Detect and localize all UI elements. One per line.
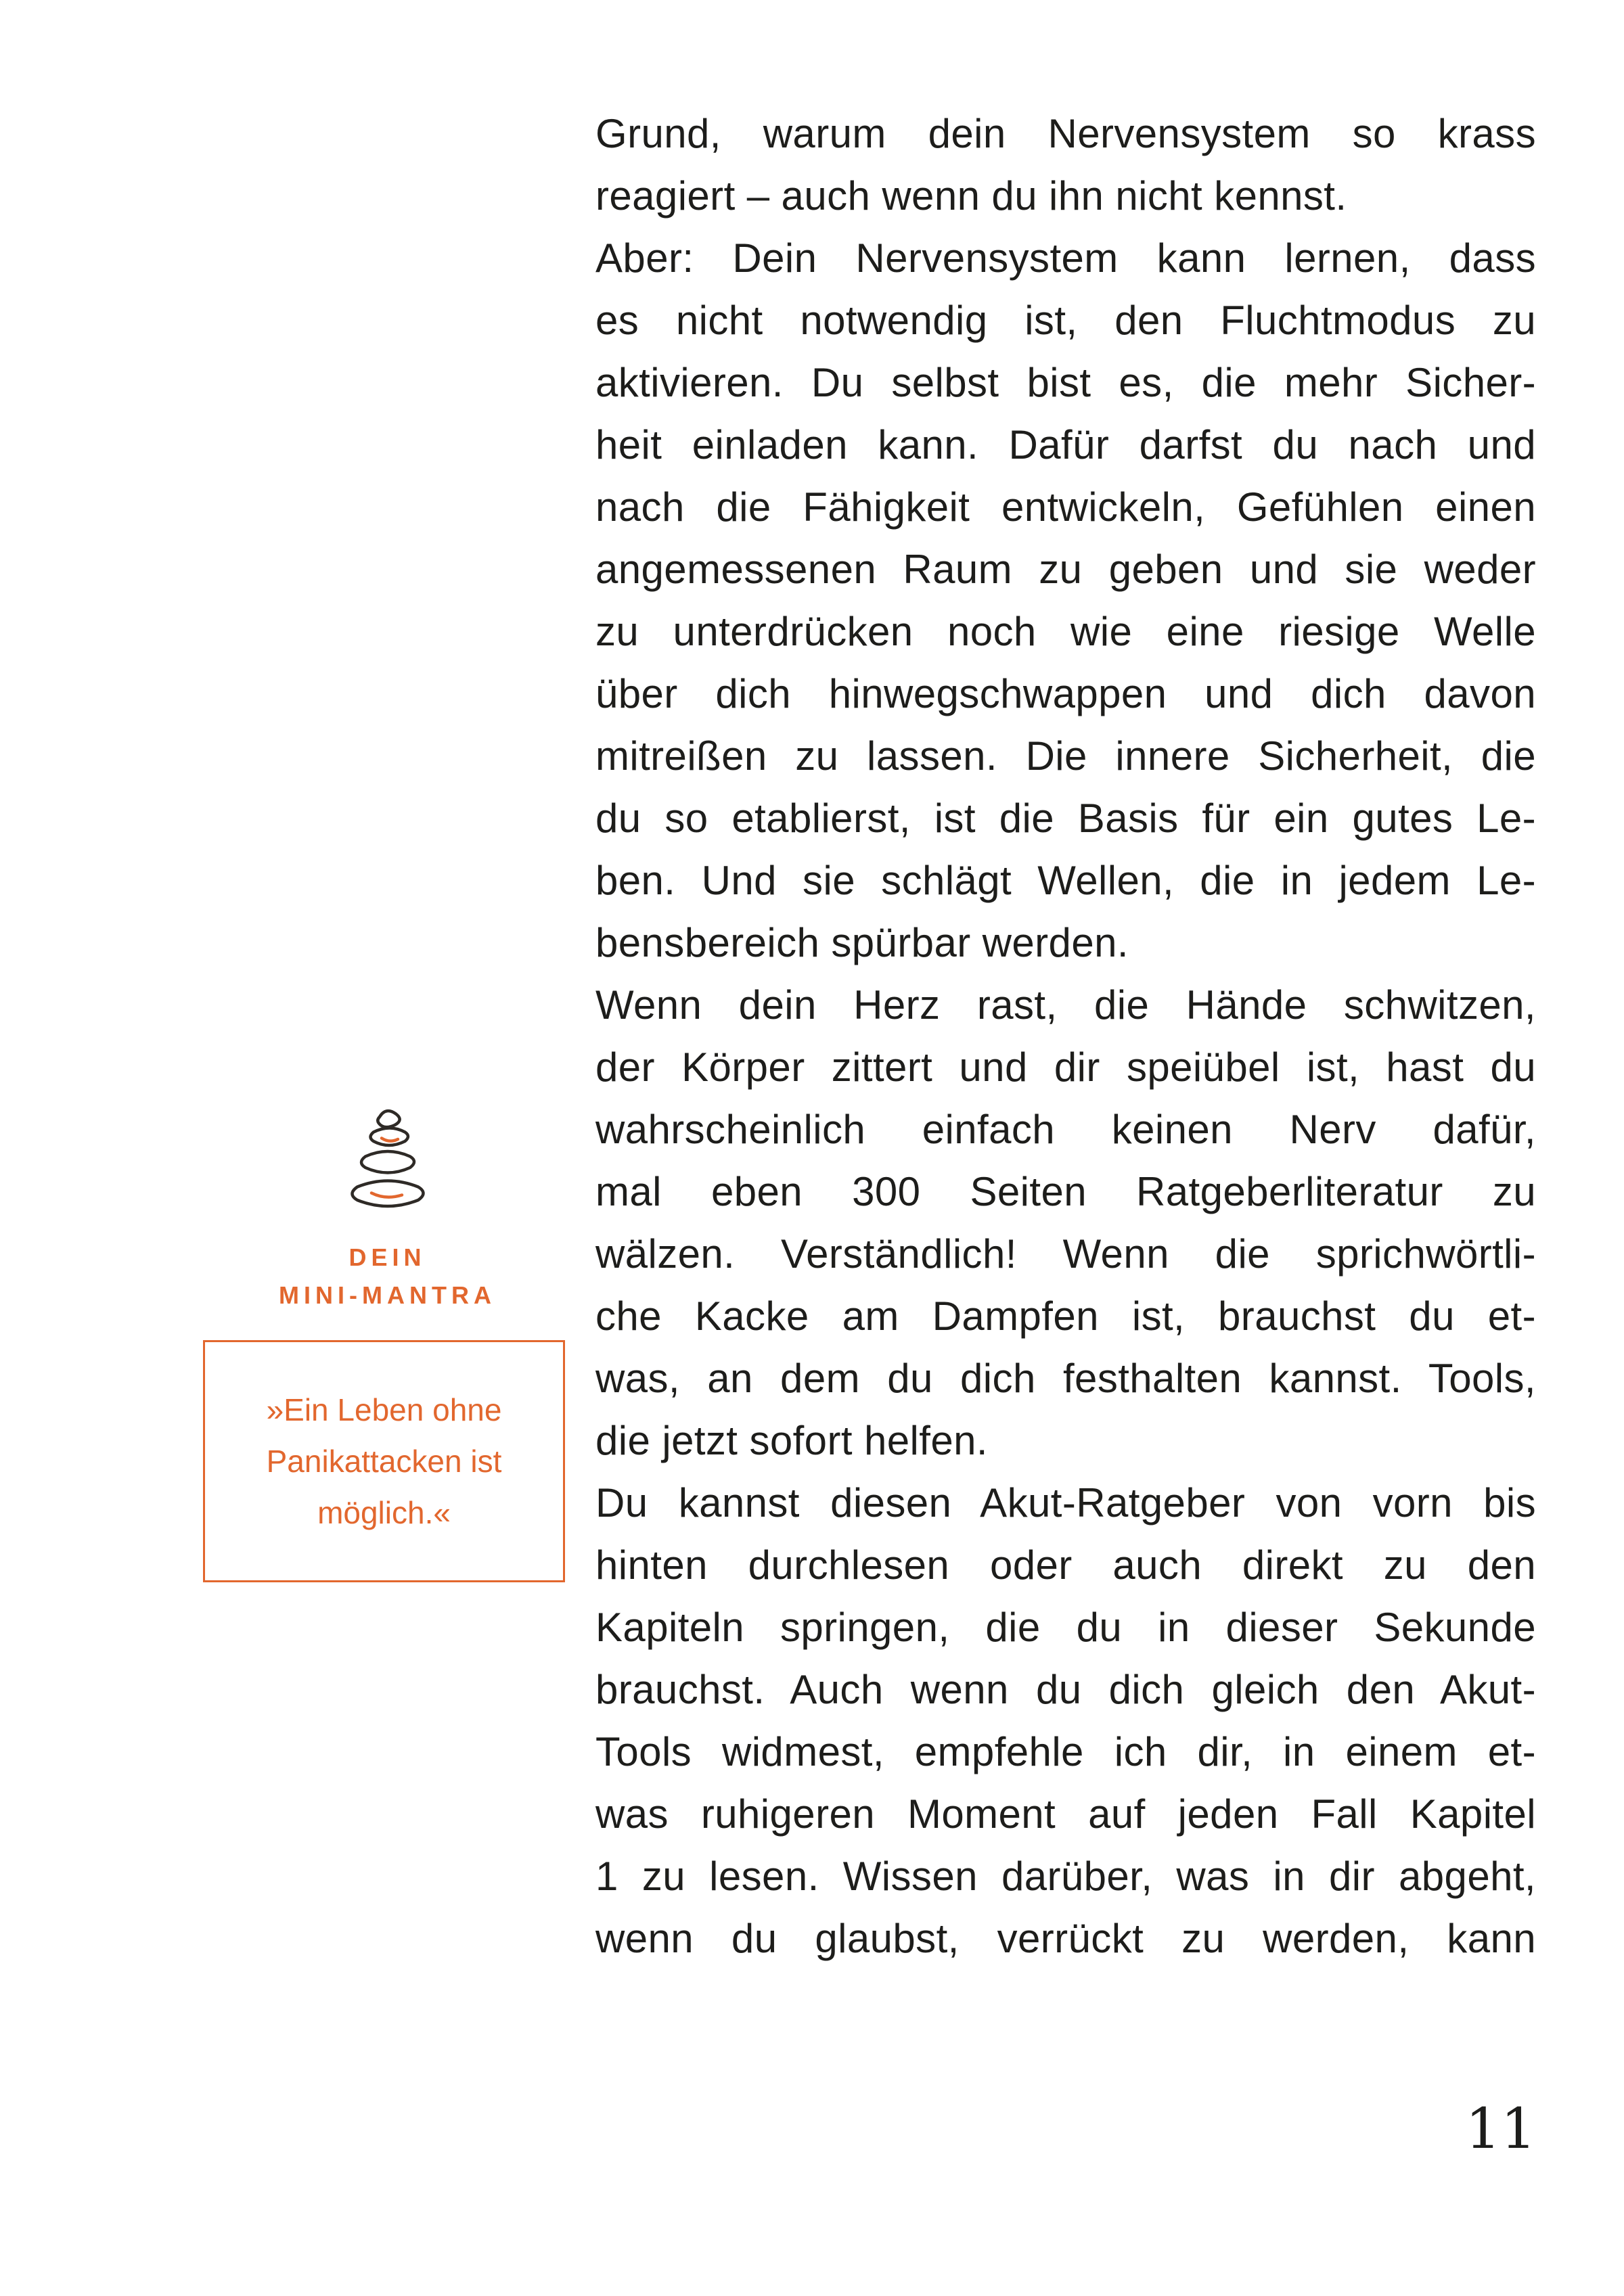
- body-line: mal eben 300 Seiten Ratgeberliteratur zu: [595, 1169, 1536, 1214]
- body-line: wälzen. Verständlich! Wenn die sprichwörtli-: [595, 1231, 1536, 1277]
- body-line: nach die Fähigkeit entwickeln, Gefühlen einen: [595, 484, 1536, 530]
- body-line: Tools widmest, empfehle ich dir, in einem et-: [595, 1729, 1536, 1774]
- mini-mantra-heading-line2: MINI-MANTRA: [279, 1281, 496, 1309]
- body-line: zu unterdrücken noch wie eine riesige Welle: [595, 609, 1536, 654]
- mantra-line: »Ein Leben ohne: [266, 1392, 502, 1427]
- body-line: es nicht notwendig ist, den Fluchtmodus zu: [595, 298, 1536, 343]
- body-line: die jetzt sofort helfen.: [595, 1418, 988, 1463]
- body-line: brauchst. Auch wenn du dich gleich den Akut-: [595, 1667, 1536, 1712]
- body-text: [595, 103, 1536, 1970]
- body-line: der Körper zittert und dir speiübel ist, hast du: [595, 1044, 1536, 1090]
- mini-mantra-heading-line1: DEIN: [348, 1243, 426, 1271]
- mini-mantra-block: [203, 1099, 572, 1582]
- body-line: ben. Und sie schlägt Wellen, die in jedem Le-: [595, 858, 1536, 903]
- body-line: du so etablierst, ist die Basis für ein gutes Le-: [595, 796, 1536, 841]
- body-line: reagiert – auch wenn du ihn nicht kennst.: [595, 173, 1347, 219]
- body-line: was ruhigeren Moment auf jeden Fall Kapitel: [595, 1791, 1536, 1837]
- body-line: über dich hinwegschwappen und dich davon: [595, 671, 1536, 716]
- body-line: che Kacke am Dampfen ist, brauchst du et-: [595, 1293, 1536, 1339]
- body-line: angemessenen Raum zu geben und sie weder: [595, 547, 1536, 592]
- body-line: Wenn dein Herz rast, die Hände schwitzen,: [595, 982, 1536, 1028]
- body-line: heit einladen kann. Dafür darfst du nach und: [595, 422, 1536, 467]
- mantra-line: Panikattacken ist: [266, 1444, 502, 1479]
- body-line: wahrscheinlich einfach keinen Nerv dafür,: [595, 1107, 1536, 1152]
- body-line: Aber: Dein Nervensystem kann lernen, dass: [595, 235, 1536, 281]
- body-line: Kapiteln springen, die du in dieser Sekunde: [595, 1605, 1536, 1650]
- body-line: was, an dem du dich festhalten kannst. Tools,: [595, 1356, 1536, 1401]
- body-line: hinten durchlesen oder auch direkt zu den: [595, 1542, 1536, 1588]
- body-line: bensbereich spürbar werden.: [595, 920, 1129, 965]
- body-line: 1 zu lesen. Wissen darüber, was in dir abgeht,: [595, 1854, 1536, 1899]
- body-line: aktivieren. Du selbst bist es, die mehr Sicher-: [595, 360, 1536, 405]
- body-line: wenn du glaubst, verrückt zu werden, kann: [595, 1916, 1536, 1961]
- mini-mantra-box: [203, 1340, 565, 1582]
- stone-cairn-icon: [203, 1099, 572, 1220]
- page-number: 11: [1465, 2097, 1536, 2161]
- mantra-line: möglich.«: [317, 1495, 451, 1530]
- mini-mantra-heading: [203, 1239, 572, 1314]
- body-line: mitreißen zu lassen. Die innere Sicherheit, die: [595, 733, 1536, 779]
- body-line: Du kannst diesen Akut-Ratgeber von vorn bis: [595, 1480, 1536, 1525]
- body-line: Grund, warum dein Nervensystem so krass: [595, 111, 1536, 156]
